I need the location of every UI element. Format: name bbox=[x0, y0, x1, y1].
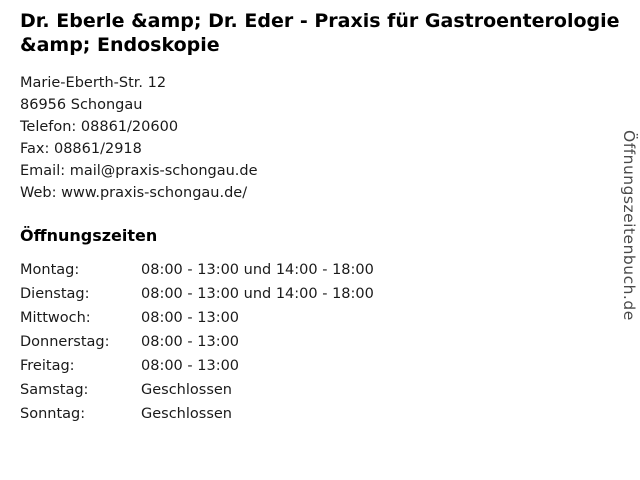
opening-hours-table bbox=[20, 258, 374, 426]
watermark-label: Öffnungszeitenbuch.de bbox=[620, 130, 638, 321]
day-hours: 08:00 - 13:00 bbox=[141, 333, 240, 350]
day-hours: 08:00 - 13:00 und 14:00 - 18:00 bbox=[141, 285, 374, 302]
opening-hours-heading: Öffnungszeiten bbox=[20, 225, 158, 245]
table-row bbox=[20, 354, 374, 378]
web-line: Web: www.praxis-schongau.de/ bbox=[20, 184, 248, 201]
fax-line: Fax: 08861/2918 bbox=[20, 140, 142, 157]
business-card bbox=[20, 10, 620, 426]
table-row bbox=[20, 330, 374, 354]
phone-line: Telefon: 08861/20600 bbox=[20, 118, 179, 135]
day-label: Samstag: bbox=[20, 381, 89, 398]
table-row bbox=[20, 258, 374, 282]
day-label: Freitag: bbox=[20, 357, 75, 374]
table-row bbox=[20, 306, 374, 330]
table-row bbox=[20, 378, 374, 402]
day-label: Sonntag: bbox=[20, 405, 86, 422]
day-label: Mittwoch: bbox=[20, 309, 91, 326]
day-label: Dienstag: bbox=[20, 285, 90, 302]
day-label: Montag: bbox=[20, 261, 80, 278]
day-hours: 08:00 - 13:00 bbox=[141, 309, 240, 326]
day-hours: 08:00 - 13:00 und 14:00 - 18:00 bbox=[141, 261, 374, 278]
day-label: Donnerstag: bbox=[20, 333, 110, 350]
email-line: Email: mail@praxis-schongau.de bbox=[20, 162, 258, 179]
address-city: 86956 Schongau bbox=[20, 96, 143, 113]
table-row bbox=[20, 402, 374, 426]
day-hours: 08:00 - 13:00 bbox=[141, 357, 240, 374]
table-row bbox=[20, 282, 374, 306]
day-hours: Geschlossen bbox=[141, 381, 232, 398]
address-street: Marie-Eberth-Str. 12 bbox=[20, 74, 167, 91]
page-title: Dr. Eberle &amp; Dr. Eder - Praxis für Gastroenterologie &amp; Endoskopie bbox=[20, 10, 620, 56]
day-hours: Geschlossen bbox=[141, 405, 232, 422]
